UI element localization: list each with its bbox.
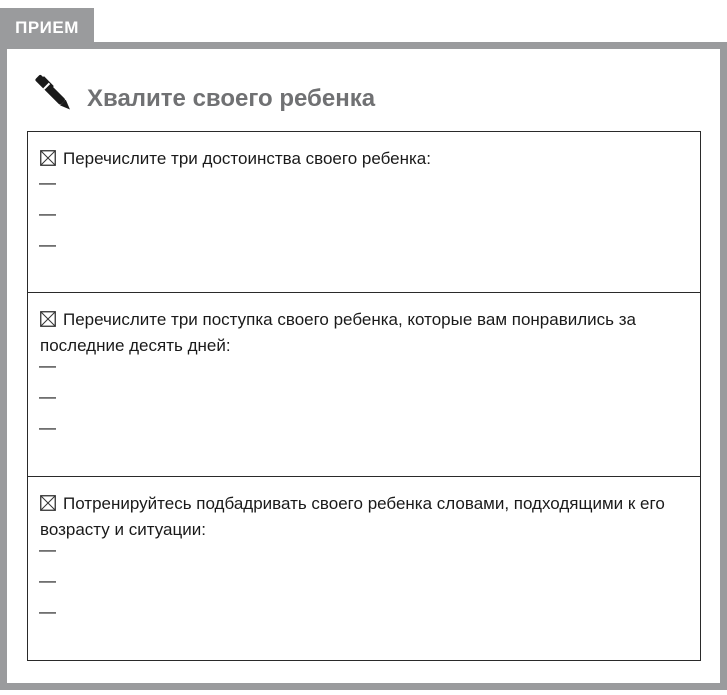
checkbox-icon[interactable] (40, 495, 56, 511)
answer-line[interactable]: — (39, 356, 56, 375)
answer-line[interactable]: — (39, 540, 56, 559)
section-prompt (40, 307, 690, 359)
answer-line[interactable]: — (39, 204, 56, 223)
worksheet-table (27, 131, 701, 661)
answer-lines (39, 350, 56, 443)
page-title: Хвалите своего ребенка (87, 85, 376, 112)
section-tab (0, 8, 94, 45)
exercise-header (28, 68, 375, 120)
prompt-text: Потренируйтесь подбадривать своего ребенка словами, подходящими к его возрасту и ситуации: (40, 494, 665, 539)
worksheet-section-1 (28, 132, 700, 293)
answer-line[interactable]: — (39, 173, 56, 192)
worksheet-section-2 (28, 293, 700, 477)
worksheet-section-3 (28, 477, 700, 660)
answer-line[interactable]: — (39, 571, 56, 590)
pen-icon (28, 69, 78, 119)
prompt-text: Перечислите три поступка своего ребенка, которые вам понравились за последние десять дней: (40, 310, 636, 355)
answer-line[interactable]: — (39, 602, 56, 621)
answer-lines (39, 167, 56, 260)
section-prompt (40, 146, 690, 172)
answer-line[interactable]: — (39, 418, 56, 437)
answer-line[interactable]: — (39, 235, 56, 254)
prompt-text: Перечислите три достоинства своего ребенка: (63, 149, 431, 168)
answer-lines (39, 534, 56, 627)
answer-line[interactable]: — (39, 387, 56, 406)
section-prompt (40, 491, 690, 543)
tab-label: ПРИЕМ (15, 17, 79, 37)
checkbox-icon[interactable] (40, 311, 56, 327)
checkbox-icon[interactable] (40, 150, 56, 166)
